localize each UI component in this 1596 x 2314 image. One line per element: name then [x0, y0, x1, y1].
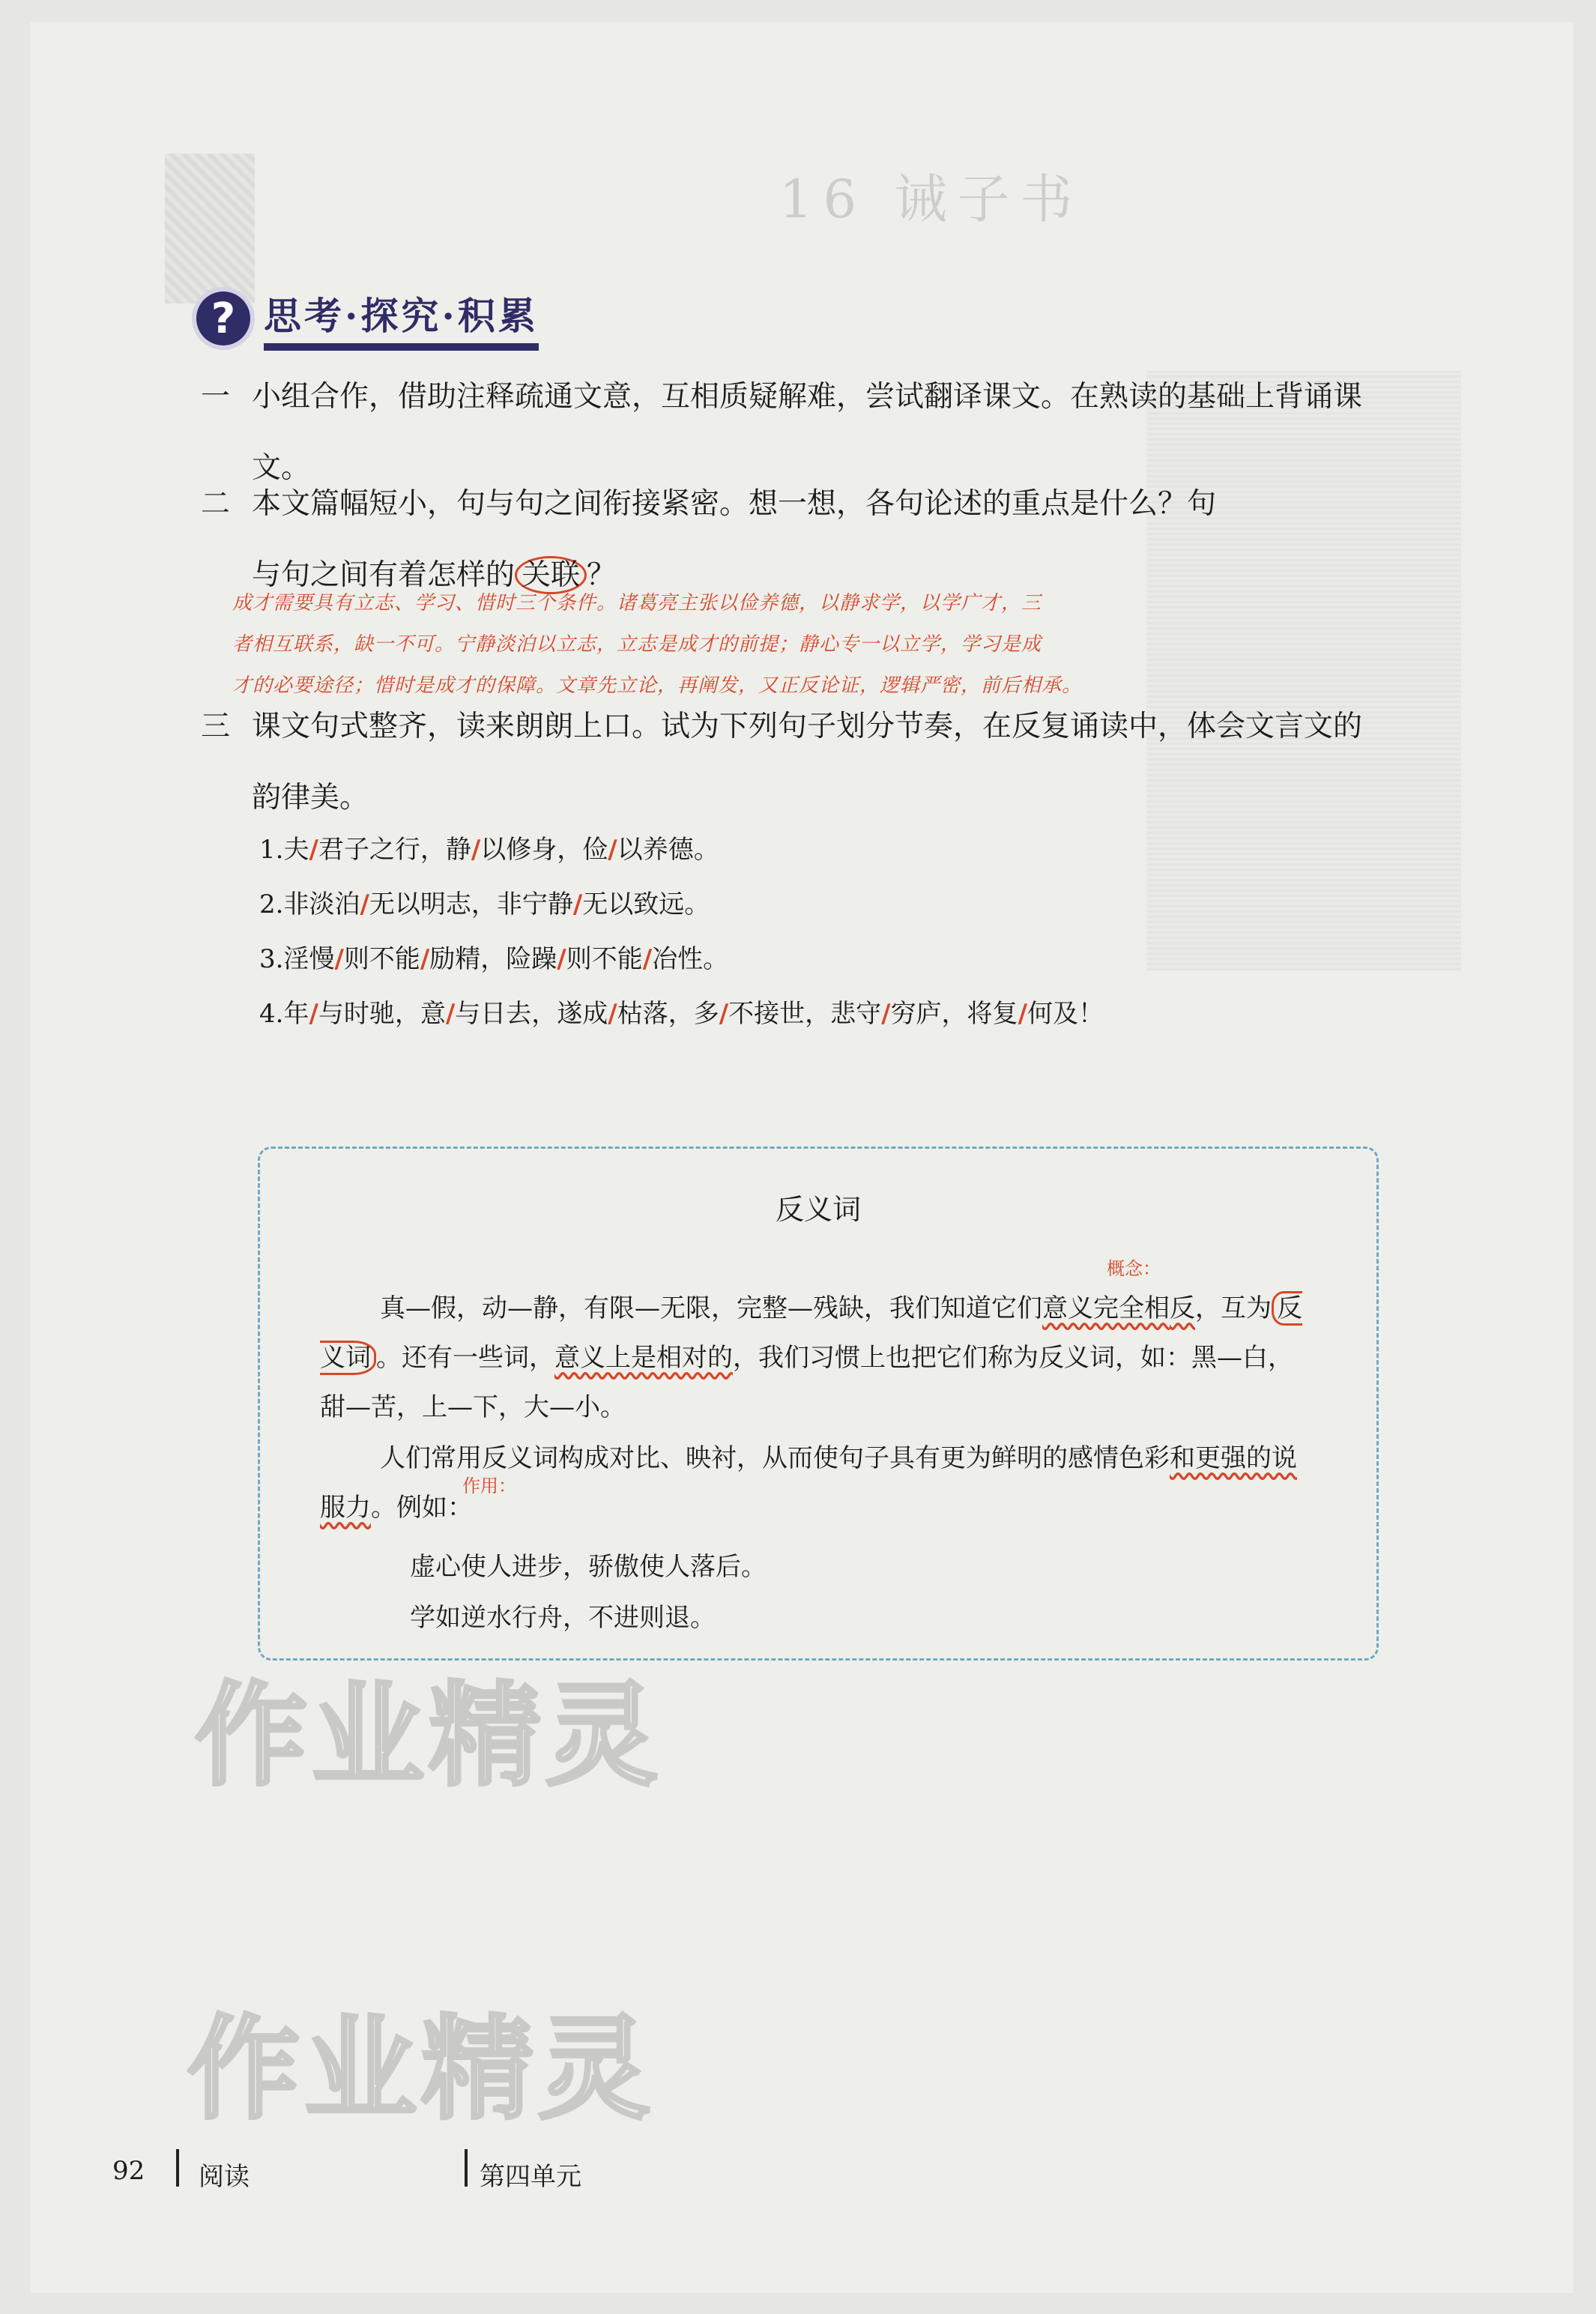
rhythm-slash: /: [608, 835, 617, 865]
rhythm-slash: /: [557, 944, 566, 974]
question-number: 一: [201, 380, 231, 414]
section-header: [196, 285, 539, 352]
rhythm-slash: /: [420, 944, 430, 974]
rhythm-slash: /: [608, 999, 617, 1029]
rhythm-slash: /: [334, 944, 344, 974]
text-span: 真—假，动—静，有限—无限，完整—残缺，我们知道它们: [380, 1293, 1042, 1323]
underlined-text: 和更强的说服力: [320, 1443, 1297, 1523]
watermark: 作业精灵: [187, 2005, 656, 2135]
footer-divider: [465, 2149, 468, 2187]
question-line: 与句之间有着怎样的: [252, 558, 516, 592]
page-number: 92: [112, 2156, 145, 2186]
rhythm-item: 1.夫/君子之行，静/以修身，俭/以养德。: [259, 835, 719, 865]
rhythm-slash: /: [309, 999, 318, 1029]
rhythm-slash: /: [642, 944, 653, 974]
rhythm-slash: /: [719, 999, 729, 1029]
box-paragraph-1: [320, 1284, 1309, 1432]
answer-line: 者相互联系，缺一不可。宁静淡泊以立志，立志是成才的前提；静心专一以立学，学习是成: [232, 633, 1042, 656]
footer-left-label: 阅读: [199, 2162, 250, 2192]
rhythm-slash: /: [881, 999, 891, 1029]
question-line-end: ？: [587, 558, 617, 592]
handwritten-answer: [232, 583, 1386, 707]
question-icon: ?: [196, 291, 250, 345]
text-span: 。例如：: [371, 1493, 473, 1523]
rhythm-items: [259, 823, 1104, 1042]
section-title: 思考·探究·积累: [264, 286, 539, 351]
rhythm-slash: /: [471, 835, 481, 865]
handwritten-note-effect: 作用：: [462, 1475, 516, 1496]
text-span: ，互为: [1195, 1293, 1272, 1323]
handwritten-note-concept: 概念：: [1107, 1258, 1161, 1279]
rhythm-item: 3.淫慢/则不能/励精，险躁/则不能/冶性。: [259, 944, 729, 974]
box-paragraph-2: [320, 1434, 1309, 1532]
watermark: 作业精灵: [195, 1671, 663, 1801]
question-line: 本文篇幅短小，句与句之间衔接紧密。想一想，各句论述的重点是什么？句: [252, 487, 1217, 521]
text-span: 。还有一些词，: [376, 1343, 554, 1373]
text-span: ，我们习惯上也把它们称为: [733, 1343, 1039, 1373]
rhythm-slash: /: [309, 835, 318, 865]
text-span: 人们常用反义词构成对比、映衬，从而使句子具有更为鲜明的感情色彩: [380, 1443, 1170, 1473]
answer-line: 才的必要途径；惜时是成才的保障。文章先立论，再阐发，又正反论证，逻辑严密，前后相承。: [232, 674, 1083, 697]
example-2: 学如逆水行舟，不进则退。: [410, 1603, 716, 1633]
knowledge-box: [258, 1147, 1379, 1661]
text-span: 反义词，如：黑—白，甜—苦，上—下，大—小。: [320, 1343, 1293, 1422]
answer-line: 成才需要具有立志、学习、惜时三个条件。诸葛亮主张以俭养德，以静求学，以学广才，三: [232, 592, 1042, 614]
rhythm-slash: /: [1018, 999, 1027, 1029]
underlined-text: 反: [1170, 1293, 1195, 1323]
example-1: 虚心使人进步，骄傲使人落后。: [410, 1552, 767, 1582]
bleed-qr-code: [165, 154, 255, 303]
rhythm-item: 4.年/与时驰，意/与日去，遂成/枯落，多/不接世，悲守/穷庐，将复/何及！: [259, 999, 1104, 1029]
box-title: 反义词: [775, 1193, 861, 1226]
circled-keyword: 反义词: [320, 1291, 1302, 1375]
rhythm-item: 2.非淡泊/无以明志，非宁静/无以致远。: [259, 889, 710, 919]
question-text: 小组合作，借助注释疏通文意，互相质疑解难，尝试翻译课文。在熟读的基础上背诵课文。: [252, 380, 1363, 485]
rhythm-slash: /: [572, 889, 583, 919]
question-number: 三: [201, 710, 231, 743]
rhythm-slash: /: [360, 889, 369, 919]
question-number: 二: [201, 487, 231, 521]
circled-keyword: 关联: [515, 556, 587, 594]
footer-divider: [176, 2149, 179, 2187]
footer-right-label: 第四单元: [480, 2162, 581, 2192]
rhythm-slash: /: [445, 999, 456, 1029]
underlined-text: 意义完全相: [1042, 1293, 1170, 1323]
underlined-text: 意义上是相对的: [554, 1343, 733, 1373]
bleed-through-title: 16 诫子书: [779, 169, 1083, 230]
question-3: [201, 691, 1362, 833]
question-text: 课文句式整齐，读来朗朗上口。试为下列句子划分节奏，在反复诵读中，体会文言文的韵律美。: [252, 710, 1363, 815]
